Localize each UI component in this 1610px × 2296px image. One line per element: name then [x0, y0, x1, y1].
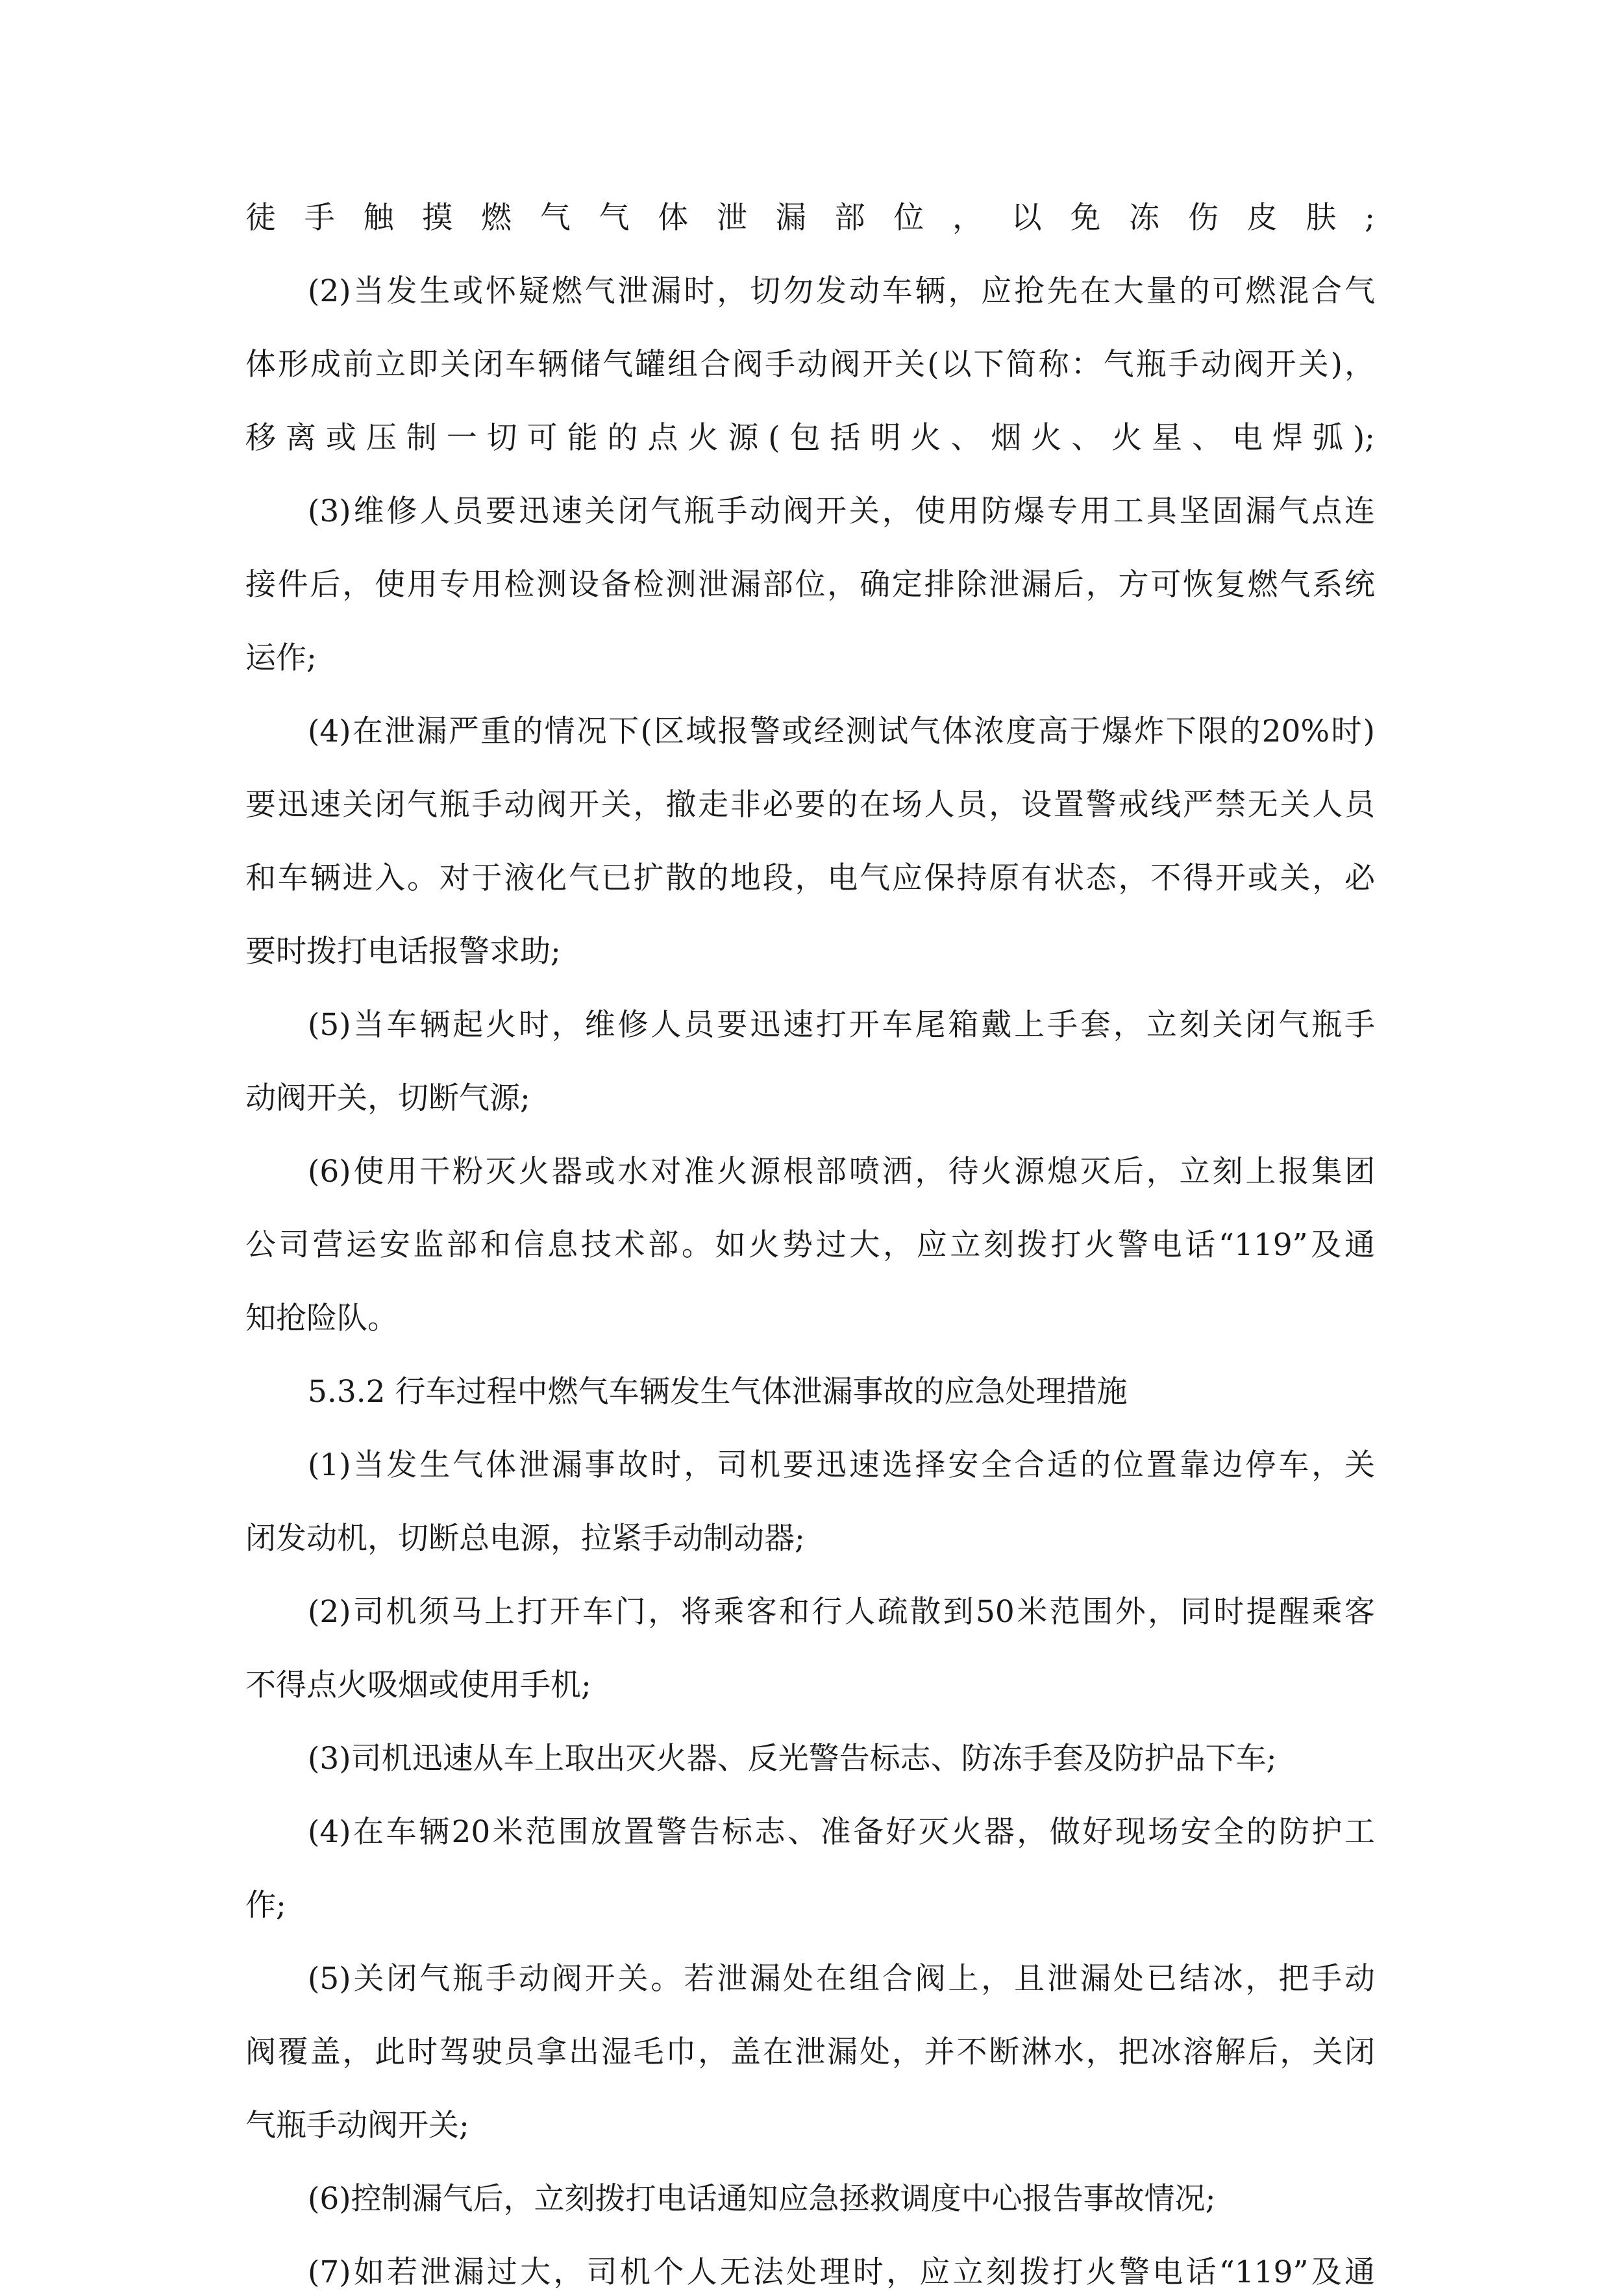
text-line: 要迅速关闭气瓶手动阀开关，撤走非必要的在场人员，设置警戒线严禁无关人员 [245, 787, 1375, 823]
text-line: 要时拨打电话报警求助; [245, 934, 561, 969]
text-line: (4)在泄漏严重的情况下(区域报警或经测试气体浓度高于爆炸下限的20%时) [308, 714, 1375, 749]
text-line: 接件后，使用专用检测设备检测泄漏部位，确定排除泄漏后，方可恢复燃气系统 [245, 567, 1375, 603]
text-line: 运作; [245, 640, 317, 676]
text-line: 知抢险队。 [245, 1301, 398, 1336]
text-line: 阀覆盖，此时驾驶员拿出湿毛巾，盖在泄漏处，并不断淋水，把冰溶解后，关闭 [245, 2034, 1375, 2070]
text-line: (7)如若泄漏过大，司机个人无法处理时，应立刻拨打火警电话“119”及通 [308, 2254, 1375, 2290]
text-line: (6)使用干粉灭火器或水对准火源根部喷洒，待火源熄灭后，立刻上报集团 [308, 1154, 1375, 1190]
text-line: 动阀开关，切断气源; [245, 1080, 530, 1116]
text-line: (5)关闭气瓶手动阀开关。若泄漏处在组合阀上，且泄漏处已结冰，把手动 [308, 1961, 1375, 1997]
text-line: (6)控制漏气后，立刻拨打电话通知应急拯救调度中心报告事故情况; [308, 2181, 1216, 2217]
text-line: 移离或压制一切可能的点火源(包括明火、烟火、火星、电焊弧); [245, 420, 1375, 456]
text-line: (4)在车辆20米范围放置警告标志、准备好灭火器，做好现场安全的防护工 [308, 1814, 1375, 1850]
text-line: (2)司机须马上打开车门，将乘客和行人疏散到50米范围外，同时提醒乘客 [308, 1594, 1375, 1630]
text-line: 徒手触摸燃气气体泄漏部位，以免冻伤皮肤; [245, 200, 1375, 236]
text-line: 闭发动机，切断总电源，拉紧手动制动器; [245, 1521, 805, 1556]
text-line: 不得点火吸烟或使用手机; [245, 1667, 591, 1703]
text-line: (2)当发生或怀疑燃气泄漏时，切勿发动车辆，应抢先在大量的可燃混合气 [308, 273, 1375, 309]
text-line: 体形成前立即关闭车辆储气罐组合阀手动阀开关(以下简称：气瓶手动阀开关)， [245, 347, 1375, 382]
text-line: 公司营运安监部和信息技术部。如火势过大，应立刻拨打火警电话“119”及通 [245, 1227, 1375, 1263]
text-line: 和车辆进入。对于液化气已扩散的地段，电气应保持原有状态，不得开或关，必 [245, 860, 1375, 896]
text-line: (1)当发生气体泄漏事故时，司机要迅速选择安全合适的位置靠边停车，关 [308, 1447, 1375, 1483]
text-line: 气瓶手动阀开关; [245, 2108, 469, 2143]
section-heading: 5.3.2 行车过程中燃气车辆发生气体泄漏事故的应急处理措施 [308, 1374, 1128, 1410]
text-line: 作; [245, 1888, 286, 1923]
text-line: (3)司机迅速从车上取出灭火器、反光警告标志、防冻手套及防护品下车; [308, 1741, 1277, 1777]
text-line: (3)维修人员要迅速关闭气瓶手动阀开关，使用防爆专用工具坚固漏气点连 [308, 493, 1375, 529]
text-line: (5)当车辆起火时，维修人员要迅速打开车尾箱戴上手套，立刻关闭气瓶手 [308, 1007, 1375, 1043]
